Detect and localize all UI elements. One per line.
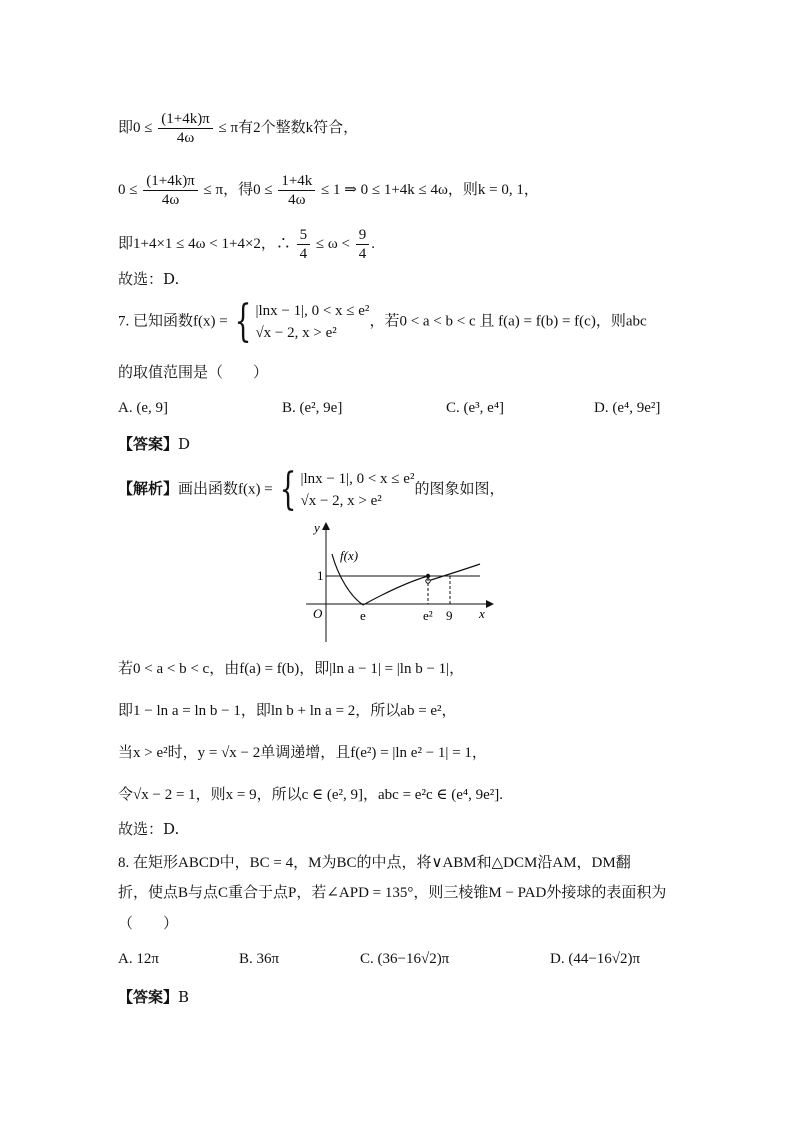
solution-label: 【解析】	[118, 481, 179, 498]
solution-7-intro	[118, 464, 505, 515]
line-text: 即0 ≤	[118, 119, 157, 136]
solution-line-3	[118, 226, 375, 263]
x-tick-9: 9	[446, 608, 453, 623]
question-8-line-3: （ ）	[118, 914, 179, 932]
solution-line-1	[118, 110, 358, 147]
piecewise-cases	[255, 300, 369, 344]
brace-icon: {	[280, 464, 297, 515]
numerator: 1+4k	[278, 172, 315, 191]
answer-value: D	[178, 435, 191, 453]
curve-label: f(x)	[340, 548, 359, 563]
fraction	[143, 172, 198, 209]
line-text: .	[371, 235, 375, 252]
case-2: √x − 2, x > e²	[300, 493, 382, 509]
numerator: 9	[356, 226, 370, 245]
numerator: (1+4k)π	[143, 172, 198, 191]
question-7-stem	[118, 296, 647, 347]
fraction	[158, 110, 213, 147]
case-1: |lnx − 1|, 0 < x ≤ e²	[300, 471, 415, 487]
solution-line-6: 即1 − ln a = ln b − 1，即ln b + ln a = 2，所以ab = e²，	[118, 703, 457, 719]
numerator: (1+4k)π	[158, 110, 213, 129]
line-text: ≤ π，得0 ≤	[199, 181, 277, 198]
question-8-line-1: 8. 在矩形ABCD中，BC = 4，M为BC的中点，将∨ABM和△DCM沿AM，DM翻	[118, 855, 631, 871]
origin-label: O	[313, 606, 323, 621]
line-text: ≤ 1 ⇒ 0 ≤ 1+4k ≤ 4ω，则k = 0, 1，	[317, 181, 539, 198]
option-c: C. (e³, e⁴]	[446, 400, 505, 416]
piecewise-cases	[300, 468, 414, 512]
denominator: 4ω	[176, 130, 195, 146]
line-text: 7. 已知函数f(x) =	[118, 313, 232, 330]
line-text: 0 ≤	[118, 181, 142, 198]
line-text: 即1+4×1 ≤ 4ω < 1+4×2，∴	[118, 235, 295, 252]
question-8-line-2: 折，使点B与点C重合于点P，若∠APD = 135°，则三棱锥M − PAD外接球的表面积为	[118, 885, 667, 901]
fraction	[278, 172, 315, 209]
brace-icon: {	[235, 296, 252, 347]
option-a: A. 12π	[118, 951, 159, 967]
fraction	[356, 226, 370, 263]
option-c: C. (36−16√2)π	[360, 951, 450, 967]
y-axis-label: y	[314, 520, 320, 535]
denominator: 4ω	[161, 192, 180, 208]
x-tick-e: e	[360, 608, 366, 623]
denominator: 4	[299, 246, 308, 262]
line-text: ，若0 < a < b < c 且 f(a) = f(b) = f(c)，则abc	[369, 313, 647, 330]
option-d: D. (e⁴, 9e²]	[594, 400, 661, 416]
answer-8	[118, 986, 189, 1008]
denominator: 4ω	[288, 192, 306, 208]
answer-label: 【答案】	[118, 435, 179, 453]
answer-7	[118, 433, 190, 455]
case-2: √x − 2, x > e²	[255, 325, 337, 341]
y-tick-label: 1	[317, 568, 324, 583]
option-a: A. (e, 9]	[118, 400, 168, 416]
answer-label: 【答案】	[118, 988, 179, 1006]
line-text: 的图象如图，	[414, 481, 505, 498]
solution-line-2	[118, 172, 539, 209]
function-graph	[298, 518, 498, 644]
question-7-line-2: 的取值范围是（ ）	[118, 363, 269, 381]
case-1: |lnx − 1|, 0 < x ≤ e²	[255, 303, 370, 319]
fraction	[297, 226, 311, 263]
denominator: 4	[358, 246, 367, 262]
answer-choice-line: 故选：D.	[118, 270, 180, 288]
line-text: 画出函数f(x) =	[178, 481, 277, 498]
answer-choice-line: 故选：D.	[118, 820, 180, 838]
line-text: ≤ π有2个整数k符合，	[214, 119, 359, 136]
x-axis-label: x	[479, 606, 485, 621]
solution-line-7: 当x > e²时，y = √x − 2单调递增，且f(e²) = |ln e² − 1| = 1，	[118, 745, 487, 761]
numerator: 5	[297, 226, 311, 245]
option-b: B. 36π	[239, 951, 280, 967]
solution-line-8: 令√x − 2 = 1，则x = 9，所以c ∈ (e², 9]，abc = e²c ∈ (e⁴, 9e²].	[118, 787, 503, 803]
option-d: D. (44−16√2)π	[550, 951, 641, 967]
solution-line-5: 若0 < a < b < c，由f(a) = f(b)，即|ln a − 1| = |ln b − 1|，	[118, 661, 465, 677]
x-tick-e2: e²	[423, 608, 433, 623]
line-text: ≤ ω <	[312, 235, 354, 252]
option-b: B. (e², 9e]	[282, 400, 343, 416]
answer-value: B	[178, 988, 190, 1006]
